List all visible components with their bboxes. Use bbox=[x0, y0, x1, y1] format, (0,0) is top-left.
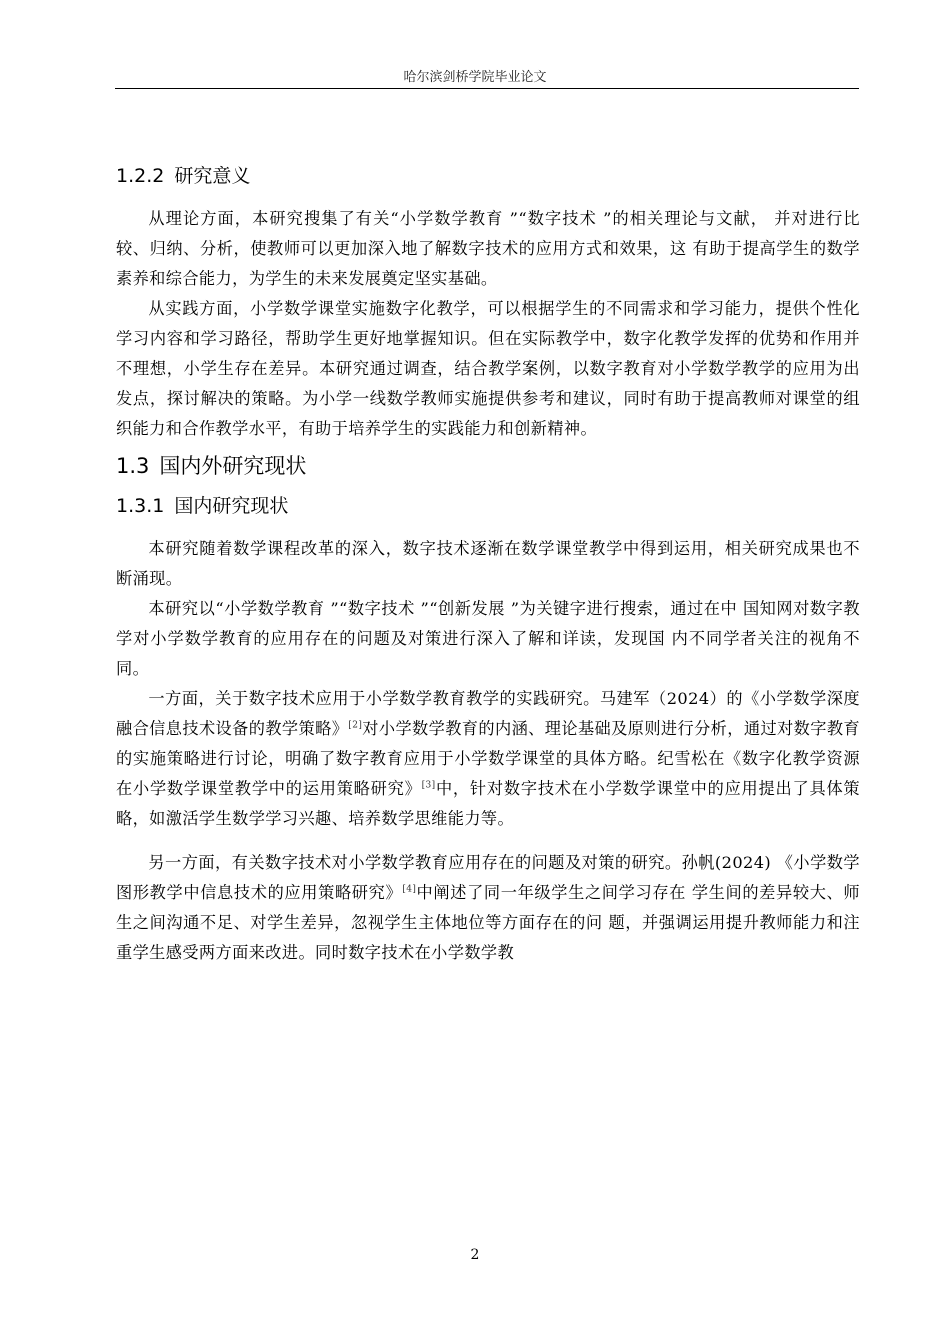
page-body bbox=[116, 160, 860, 968]
page-number: 2 bbox=[470, 1247, 480, 1263]
text-run: 另一方面，有关数字技术对小学数学教育应用存在的问题及对策的研究。孙帆(2024) 《小学数学图形教学中信息技术的应用策略研究》 bbox=[116, 853, 860, 902]
paragraph-problems-research bbox=[116, 848, 860, 968]
section-title: 国内外研究现状 bbox=[159, 454, 307, 478]
citation-ref-3: [3] bbox=[421, 780, 436, 791]
running-header: 哈尔滨剑桥学院毕业论文 bbox=[403, 70, 547, 85]
section-number: 1.2.2 bbox=[116, 165, 165, 187]
section-heading-1-3-1 bbox=[116, 490, 860, 522]
text-run: 一方面，关于数字技术应用于小学数学教育教学的实践研究。马建军（2024）的《小学数学深度融合信息技术设备的教学策略》 bbox=[116, 689, 860, 738]
text-run: 中，针对数字技术在小学数学课堂中的应用提出了具体策略，如激活学生数学学习兴趣、培养数学思维能力等。 bbox=[116, 779, 861, 828]
section-heading-1-2-2 bbox=[116, 160, 860, 192]
section-number: 1.3 bbox=[116, 454, 150, 478]
text-run: 中阐述了同一年级学生之间学习存在 学生间的差异较大、师生之间沟通不足、对学生差异，忽视学生主体地位等方面存在的问 题，并强调运用提升教师能力和注重学生感受两方面来改进。同时数字技术在小学数学教 bbox=[116, 883, 860, 962]
header-divider bbox=[115, 88, 859, 89]
section-title: 国内研究现状 bbox=[174, 495, 289, 517]
paragraph-practice: 从实践方面，小学数学课堂实施数字化教学，可以根据学生的不同需求和学习能力，提供个性化学习内容和学习路径，帮助学生更好地掌握知识。但在实际教学中，数字化教学发挥的优势和作用并不理想，小学生存在差异。本研究通过调查，结合教学案例，以数字教育对小学数学教学的应用为出发点，探讨解决的策略。为小学一线数学教师实施提供参考和建议，同时有助于提高教师对课堂的组织能力和合作教学水平，有助于培养学生的实践能力和创新精神。 bbox=[116, 299, 860, 438]
paragraph-theory: 从理论方面，本研究搜集了有关“小学数学教育 ”“数字技术 ”的相关理论与文献， 并对进行比较、归纳、分析，使教师可以更加深入地了解数字技术的应用方式和效果，这 有助于提高学生的数学素养和综合能力，为学生的未来发展奠定坚实基础。 bbox=[116, 209, 860, 288]
paragraph-gap bbox=[116, 834, 860, 848]
text-run: 对小学数学教育的内涵、理论基础及原则进行分析，通过对数字教育的实施策略进行讨论，明确了数字教育应用于小学数学课堂的具体方略。纪雪松在《数字化教学资源在小学数学课堂教学中的运用策略研究》 bbox=[116, 719, 861, 798]
citation-ref-2: [2] bbox=[348, 720, 363, 731]
paragraph-practice-research bbox=[116, 684, 860, 834]
section-title: 研究意义 bbox=[174, 165, 251, 187]
paragraph-background: 本研究随着数学课程改革的深入，数字技术逐渐在数学课堂教学中得到运用，相关研究成果也不断涌现。 bbox=[116, 539, 860, 588]
section-number: 1.3.1 bbox=[116, 495, 165, 517]
section-heading-1-3 bbox=[116, 450, 860, 482]
citation-ref-4: [4] bbox=[402, 884, 417, 895]
paragraph-search-method: 本研究以“小学数学教育 ”“数字技术 ”“创新发展 ”为关键字进行搜索，通过在中 国知网对数字教学对小学数学教育的应用存在的问题及对策进行深入了解和详读，发现国 内不同学者关注的视角不同。 bbox=[116, 599, 860, 678]
